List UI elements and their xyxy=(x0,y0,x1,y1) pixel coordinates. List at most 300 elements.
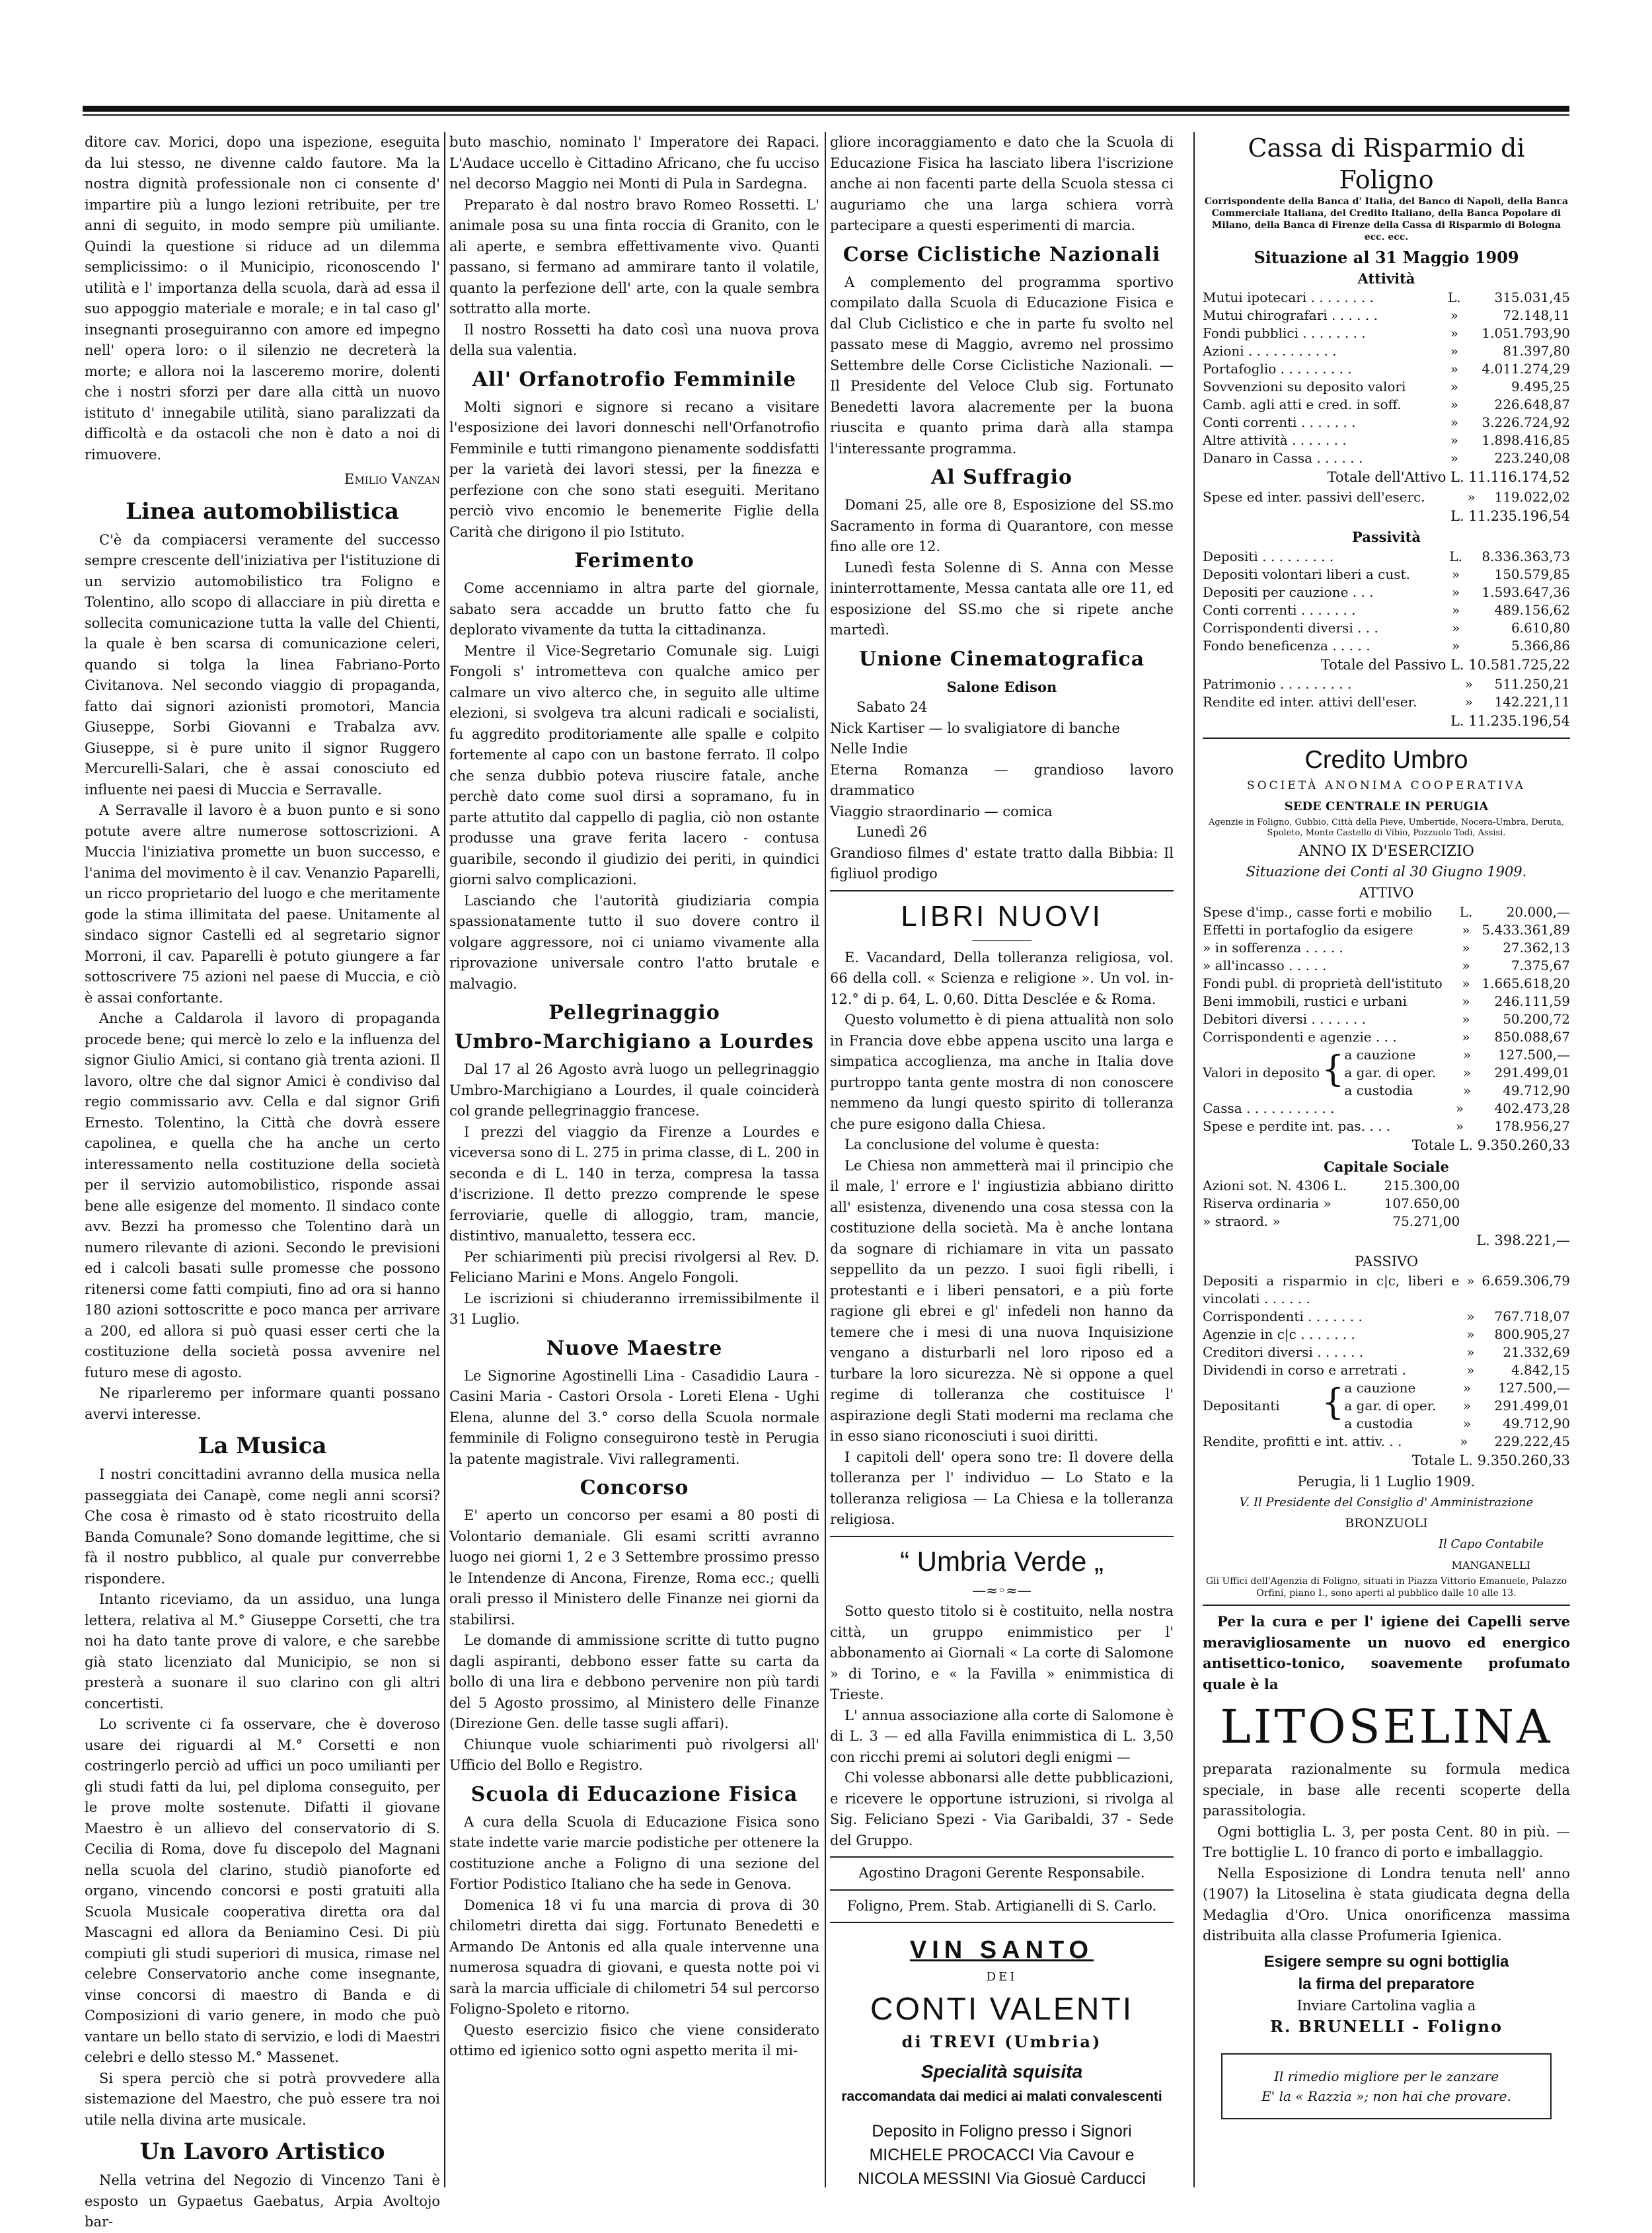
deposito-row-value: 127.500,— xyxy=(1497,1047,1570,1063)
ad-vin-santo xyxy=(830,1928,1174,2191)
lito-brunelli: R. BRUNELLI - Foligno xyxy=(1270,2017,1503,2036)
deposito-row-label: a gar. di oper. xyxy=(1344,1065,1437,1080)
ledger-row xyxy=(1203,378,1570,396)
ledger-label: Debitori diversi . . . . . . . xyxy=(1203,1011,1367,1027)
lito-inviare: Inviare Cartolina vaglia a xyxy=(1296,1997,1476,2014)
ledger-row xyxy=(1203,939,1570,957)
ledger-row xyxy=(1203,921,1570,939)
ledger-row xyxy=(1203,1028,1570,1046)
ledger-cur: L. xyxy=(1449,548,1462,564)
ledger-cur: » xyxy=(1452,601,1460,618)
ledger-label: Spese e perdite int. pas. . . . xyxy=(1203,1118,1391,1134)
ledger-value: 178.956,27 xyxy=(1494,1118,1570,1134)
ledger-cur: » xyxy=(1450,307,1458,323)
credito-attivo: ATTIVO xyxy=(1359,884,1414,901)
credito-capitale-totale: L. 398.221,— xyxy=(1476,1232,1570,1248)
depositanti-label: Depositanti xyxy=(1203,1398,1280,1414)
headline-nuove-maestre: Nuove Maestre xyxy=(546,1336,723,1360)
ledger-label: Corrispondenti . . . . . . . xyxy=(1203,1308,1363,1324)
brace: { xyxy=(1322,1381,1345,1423)
cassa-spese-table xyxy=(1203,488,1570,506)
column-divider xyxy=(444,132,445,2187)
paragraph: Anche a Caldarola il lavoro di propaganda procede bene; qui mercè lo zelo e la influenza del signor Giulio Amici, si contano già trenta azioni. Il lavoro, oltre che dal signor Amici è condiviso dal regio commissario avv. Cella e dal signor Grifi Ernesto. Tolentino, la Città che dovrà essere capolinea, e quella che ha anche un certo interessamento nella costituzione della società per il servizio automobilistico, risponde assai bene alle esigenze del momento. Il sindaco conte avv. Bezzi ha promesso che Tolentino darà un numero rilevante di azioni. Secondo le previsioni ed i calcoli basati sulle promesse che possono ritenersi come fatti compiuti, fino ad ora si hanno 180 azioni sottoscritte e poco manca per arrivare a 200, ed allora si può quasi esser certi che la costituzione della società possa avvenire nel futuro mese di agosto. xyxy=(85,1010,440,1381)
credito-depositanti-table xyxy=(1203,1379,1570,1433)
headline-al-suffragio: Al Suffragio xyxy=(930,466,1073,489)
ledger-label: » all'incasso . . . . . xyxy=(1203,958,1327,973)
masthead-rule xyxy=(83,106,1569,112)
ledger-row xyxy=(1203,342,1570,360)
ledger-label: Beni immobili, rustici e urbani xyxy=(1203,993,1407,1009)
deposito-row-value: 291.499,01 xyxy=(1494,1065,1570,1080)
ledger-row xyxy=(1203,488,1570,506)
section-rule xyxy=(830,890,1174,891)
lito-intro: Per la cura e per l' igiene dei Capelli serve meravigliosamente un nuovo ed energico antisettico-tonico, soavemente profumato quale è la xyxy=(1203,1613,1570,1692)
paragraph: I prezzi del viaggio da Firenze a Lourdes e viceversa sono di L. 275 in prima classe, di L. 200 in seconda e di L. 140 in terza, compresa la tassa d'iscrizione. Il detto prezzo comprende le spese ferroviarie, quelle di alloggio, tram, mancie, distintivo, manualetto, tessera ecc. xyxy=(449,1123,819,1244)
ledger-row xyxy=(1203,993,1570,1010)
ledger-row xyxy=(1203,1344,1570,1361)
headline-ferimento: Ferimento xyxy=(574,549,695,572)
ledger-cur: » xyxy=(1450,450,1458,466)
ledger-cur: » xyxy=(1462,958,1470,973)
ad-specialita: Specialità squisita xyxy=(920,2061,1083,2082)
ledger-label: Camb. agli atti e cred. in soff. xyxy=(1203,397,1402,412)
ledger-row xyxy=(1203,1326,1570,1344)
credito-anno: ANNO IX D'ESERCIZIO xyxy=(1298,843,1474,860)
ledger-value: 142.221,11 xyxy=(1494,694,1570,710)
depositanti-row-value: 127.500,— xyxy=(1497,1380,1570,1396)
cassa-passivo-table xyxy=(1203,548,1570,655)
section-rule xyxy=(830,1536,1174,1537)
depositanti-row-cur: » xyxy=(1462,1416,1472,1431)
ledger-row xyxy=(1203,1117,1570,1135)
headline-umbria-verde: “ Umbria Verde „ xyxy=(899,1545,1104,1577)
ad-procacci: MICHELE PROCACCI Via Cavour e xyxy=(869,2145,1135,2164)
ledger-value: 75.271,00 xyxy=(1392,1213,1460,1229)
ledger-value: 511.250,21 xyxy=(1494,676,1570,692)
cassa-totale-passivo: Totale del Passivo L. 10.581.725,22 xyxy=(1320,656,1570,673)
ledger-cur: L. xyxy=(1459,904,1473,920)
headline-lavoro-artistico: Un Lavoro Artistico xyxy=(139,2138,385,2165)
cassa-attivita: Attività xyxy=(1357,270,1415,287)
ledger-row xyxy=(1203,360,1570,378)
credito-totale-1: Totale L. 9.350.260,33 xyxy=(1411,1137,1570,1153)
ledger-value: 315.031,45 xyxy=(1494,289,1570,305)
credito-capo-contabile: Il Capo Contabile xyxy=(1438,1537,1544,1551)
deposito-label: Valori in deposito xyxy=(1203,1065,1320,1080)
cassa-totale-2: L. 11.235.196,54 xyxy=(1450,713,1570,729)
ledger-cur: » xyxy=(1466,1362,1475,1378)
ledger-cur: » xyxy=(1452,584,1460,600)
cassa-totale-attivo: Totale dell'Attivo L. 11.116.174,52 xyxy=(1327,469,1570,485)
credito-data: Perugia, li 1 Luglio 1909. xyxy=(1297,1473,1476,1490)
paragraph: Ne riparleremo per informare quanti possano avervi interesse. xyxy=(85,1385,440,1422)
paragraph: Le iscrizioni si chiuderanno irremissibilmente il 31 Luglio. xyxy=(449,1290,819,1327)
ledger-row xyxy=(1203,903,1570,921)
credito-deposito-table xyxy=(1203,1046,1570,1100)
paragraph: La conclusione del volume è questa: xyxy=(845,1137,1100,1153)
paragraph: Nella vetrina del Negozio di Vincenzo Tani è esposto un Gypaetus Gaebatus, Arpia Avoltojo bar- xyxy=(85,2172,440,2230)
lito-p3: Nella Esposizione di Londra tenuta nell' anno (1907) la Litoselina è stata giudicata degna della Medaglia d'Oro. Unica onorificenza massima distribuita alla classe Profumeria Igienica. xyxy=(1203,1865,1570,1944)
lito-p2: Ogni bottiglia L. 3, per posta Cent. 80 in più. — Tre bottiglie L. 10 franco di porto e imballaggio. xyxy=(1203,1823,1570,1860)
deposito-row-value: 49.712,90 xyxy=(1503,1082,1570,1098)
ledger-cur: » xyxy=(1450,414,1458,430)
paragraph: Dal 17 al 26 Agosto avrà luogo un pellegrinaggio Umbro-Marchigiano a Lourdes, il quale coinciderà col grande pellegrinaggio francese. xyxy=(449,1061,819,1119)
ledger-value: 800.905,27 xyxy=(1494,1326,1570,1342)
paragraph: Mentre il Vice-Segretario Comunale sig. Luigi Fongoli s' intrometteva con qualche amico per calmare un vivo alterco che, in seguito alle ultime elezioni, si svolgeva tra alcuni radicali e socialisti, fu aggredito proditoriamente alle spalle e colpito fortemente al capo con un bastone ferrato. Il colpo che senza dubbio poteva riuscire fatale, anche perchè dato come suol dirsi a sopramano, fu in parte attutito dal cappello di paglia, ciò non ostante produsse una grave ferita lacero - contusa guaribile, secondo il giudizio dei periti, in quindici giorni salvo complicazioni. xyxy=(449,642,819,888)
deposito-row-label: a cauzione xyxy=(1344,1047,1416,1063)
paragraph: L' annua associazione alla corte di Salomone è di L. 3 — ed alla Favilla enimmistica di L. 3,50 con ricchi premi ai solutori degli enigmi — xyxy=(830,1707,1174,1765)
cassa-subtitle: Corrispondente della Banca d' Italia, del Banco di Napoli, della Banca Commerciale Italiana, del Credito Italiano, della Banca Popolare di Milano, della Banca di Firenze della Cassa di Risparmio di Bologna ecc. ecc. xyxy=(1204,196,1569,243)
rendite-label: Rendite, profitti e int. attiv. . . xyxy=(1203,1433,1402,1449)
paragraph: C'è da compiacersi veramente del successo sempre crescente dell'iniziativa per l'istituzione di un servizio automobilistico tra Foligno e Tolentino, allo scopo di allacciare in più diretta e sollecita comunicazione tutta la valle del Chienti, la quale è ben scarsa di comunicazione celeri, quando si tolga la linea Fabriano-Porto Civitanova. Nel secondo viaggio di propaganda, fatto dai signori azionisti promotori, Mancia Giuseppe, Sorbi Giovanni e Trabalza avv. Giuseppe, si è pure unito il signor Ruggero Mercurelli-Salari, che è assai conosciuto ed influente nei paesi di Muccia e Serravalle. xyxy=(85,531,440,798)
ledger-label: Conti correnti . . . . . . . xyxy=(1203,601,1356,618)
paragraph: A complemento del programma sportivo compilato dalla Scuola di Educazione Fisica e dal Club Ciclistico e che in parte fu svolto nel passato mese di Maggio, avremo nel prossimo Settembre delle Corse Ciclistiche Nazionali. — Il Presidente del Veloce Club sig. Fortunato Benedetti lavora alacremente per la buona riuscita e quanto prima darà alla stampa l'interessante programma. xyxy=(830,274,1174,457)
program-line: Eterna Romanza — grandioso lavoro drammatico xyxy=(830,761,1174,798)
ledger-value: 489.156,62 xyxy=(1494,601,1570,618)
ledger-value: 1.898.416,85 xyxy=(1482,432,1570,448)
headline-la-musica: La Musica xyxy=(198,1433,327,1459)
depositanti-row-label: a cauzione xyxy=(1344,1380,1416,1396)
headline-corse-ciclistiche: Corse Ciclistiche Nazionali xyxy=(843,243,1161,266)
ad-trevi: di TREVI (Umbria) xyxy=(901,2031,1102,2051)
ledger-label: Riserva ordinaria » xyxy=(1203,1195,1332,1211)
ledger-cur: » xyxy=(1450,325,1458,341)
ledger-value: 1.051.793,90 xyxy=(1482,325,1570,341)
ledger-row xyxy=(1203,324,1570,342)
paragraph: Molti signori e signore si recano a visitare l'esposizione dei lavori donneschi nell'Orfanotrofio Femminile e tutti rimangono pienamente soddisfatti per la varietà dei lavori stessi, per la finezza e perfezione con che sono stati eseguiti. Meritano perciò vivo encomio le benemerite Figlie della Carità che dirigono il pio Istituto. xyxy=(449,398,819,540)
tipografia-line: Foligno, Prem. Stab. Artigianelli di S. Carlo. xyxy=(846,1897,1157,1914)
headline-libri-nuovi: LIBRI NUOVI xyxy=(901,899,1103,932)
lito-esigere2: la firma del preparatore xyxy=(1298,1975,1475,1993)
ledger-cur: » xyxy=(1467,488,1476,505)
credito-situazione: Situazione dei Conti al 30 Giugno 1909. xyxy=(1246,864,1527,880)
article-continuation: ditore cav. Morici, dopo una ispezione, eseguita da lui stesso, ne divenne caldo fautore. Ma la nostra dignità professionale non ci consente d' impartire più a lungo lezioni retribuite, per tre anni di seguito, in modo sempre più umiliante. Quindi la questione si riduce ad un dilemma semplicissimo: o il Municipio, riconoscendo l' utilità e l' importanza della scuola, darà ad essa il suo appoggio materiale e morale; e in tal caso gl' insegnanti proseguiranno con amore ed impegno nell' opera loro: o il silenzio ne decreterà la morte; e allora noi la lasceremo morire, dolenti che i nostri sforzi per dare alla città un nuovo istituto d' innegabile utilità, siano paralizzati da difficoltà e da ostacoli che non è dato a noi di rimuovere. xyxy=(85,134,440,463)
ledger-cur: » xyxy=(1466,1326,1475,1342)
section-rule xyxy=(830,1922,1174,1923)
ledger-value: 767.718,07 xyxy=(1494,1308,1570,1324)
cassa-attivo-table xyxy=(1203,289,1570,467)
ornament-rule xyxy=(972,940,1032,941)
ledger-row xyxy=(1203,1308,1570,1326)
credito-passivo-table xyxy=(1203,1272,1570,1379)
paragraph: I nostri concittadini avranno della musica nella passeggiata dei Canapè, come negli anni scorsi? Che cosa è rimasto od è stato ricostruito della Banda Comunale? Sono domande legittime, che si fà il nostro pubblico, al quale pur converrebbe rispondere. xyxy=(85,1466,440,1587)
razzia-line-2: E' la « Razzia »; non hai che provare. xyxy=(1261,2088,1511,2104)
ledger-cur: » xyxy=(1462,940,1470,956)
credito-capitale: Capitale Sociale xyxy=(1324,1158,1449,1175)
ledger-value: 4.842,15 xyxy=(1511,1362,1570,1378)
paragraph: Le Chiesa non ammetterà mai il principio che il male, l' errore e l' ingiustizia abbiano diritto all' esistenza, divenendo una cosa stessa con la costituzione della società. Ma è anche lontana da sognare di richiamare in vita un passato seppellito da un pezzo. I suoi figli ribelli, i protestanti e i liberi pensatori, e a più forte ragione gli ebrei e gl' infedeli non hanno da temere che i mesi di una nuova Inquisizione vengano a disturbarli nel loro riposo ed a turbare la loro sicurezza. Nè si oppone a quel regime di tolleranza che costituisce l' aspirazione degli Stati moderni ma reclama che in esso siano riconosciuti i suoi diritti. xyxy=(830,1157,1174,1444)
ledger-label: Cassa . . . . . . . . . . . xyxy=(1203,1100,1335,1116)
paragraph: Chiunque vuole schiarimenti può rivolgersi all' Ufficio del Bollo e Registro. xyxy=(449,1736,819,1773)
cassa-risparmio-statement xyxy=(1203,132,1570,732)
rendite-value: 229.222,45 xyxy=(1494,1433,1570,1449)
article-continuation: buto maschio, nominato l' Imperatore dei Rapaci. L'Audace uccello è Cittadino Africano, che fu ucciso nel decorso Maggio nei Monti di Pula in Sardegna. xyxy=(449,134,819,192)
ledger-label: Conti correnti . . . . . . . xyxy=(1203,414,1356,430)
ledger-label: Agenzie in c|c . . . . . . . xyxy=(1203,1326,1355,1342)
lito-esigere1: Esigere sempre su ogni bottiglia xyxy=(1263,1952,1509,1971)
ledger-value: 27.362,13 xyxy=(1503,940,1570,956)
column-4 xyxy=(1203,132,1570,2194)
credito-sede: SEDE CENTRALE IN PERUGIA xyxy=(1284,800,1489,814)
column-divider xyxy=(825,132,826,2187)
headline-linea-automobilistica: Linea automobilistica xyxy=(126,498,399,525)
ledger-value: 20.000,— xyxy=(1506,904,1570,920)
ledger-label: Azioni sot. N. 4306 L. xyxy=(1203,1178,1347,1193)
ledger-cur: » xyxy=(1466,1273,1475,1289)
ledger-cur: » xyxy=(1462,1011,1470,1027)
ledger-label: Creditori diversi . . . . . . xyxy=(1203,1344,1364,1360)
subhead-salone-edison: Salone Edison xyxy=(946,678,1057,695)
paragraph: Domani 25, alle ore 8, Esposizione del SS.mo Sacramento in forma di Quarantore, con messe fino alle ore 12. xyxy=(830,497,1174,554)
ledger-row xyxy=(1203,1100,1570,1117)
credito-attivo-table xyxy=(1203,903,1570,1046)
ledger-label: » in sofferenza . . . . . xyxy=(1203,940,1343,956)
ledger-row xyxy=(1203,675,1570,693)
ledger-value: 226.648,87 xyxy=(1494,397,1570,412)
credito-presidente: V. Il Presidente del Consiglio d' Amministrazione xyxy=(1239,1495,1534,1509)
ad-conti-valenti: CONTI VALENTI xyxy=(870,1991,1134,2027)
paragraph: Questo esercizio fisico che viene considerato ottimo ed igienico sotto ogni aspetto merita il mi- xyxy=(449,2022,819,2059)
program-line: Viaggio straordinario — comica xyxy=(830,803,1053,819)
credito-bronzuoli: BRONZUOLI xyxy=(1345,1515,1428,1531)
ledger-value: 3.226.724,92 xyxy=(1482,414,1570,430)
ledger-cur: » xyxy=(1466,1344,1475,1360)
program-line: Nick Kartiser — lo svaligiatore di banche xyxy=(830,720,1120,736)
column-1 xyxy=(85,132,440,2230)
ledger-value: 5.433.361,89 xyxy=(1482,922,1570,938)
ledger-value: 150.579,85 xyxy=(1494,566,1570,582)
ledger-row xyxy=(1203,1361,1570,1379)
ledger-cur: » xyxy=(1452,566,1460,582)
credito-totale-2: Totale L. 9.350.260,33 xyxy=(1411,1453,1570,1468)
ledger-cur: » xyxy=(1462,993,1470,1009)
paragraph: Chi volesse abbonarsi alle dette pubblicazioni, e ricevere le opportune istruzioni, si rivolga al Sig. Feliciano Spezi - Via Garibaldi, 37 - Sede del Gruppo. xyxy=(830,1770,1174,1848)
ledger-label: Fondi publ. di proprietà dell'istituto xyxy=(1203,975,1443,991)
ledger-label: Corrispondenti e agenzie . . . xyxy=(1203,1029,1397,1045)
ad-razzia-box xyxy=(1221,2053,1552,2119)
credito-manganelli: MANGANELLI xyxy=(1451,1558,1530,1571)
ledger-label: Patrimonio . . . . . . . . . xyxy=(1203,676,1352,692)
ledger-value: 6.659.306,79 xyxy=(1482,1273,1570,1289)
credito-capitale-table xyxy=(1203,1177,1460,1230)
paragraph: Sotto questo titolo si è costituito, nella nostra città, un gruppo enimmistico per l' abbonamento ai Giornali « La corte di Salomone » di Torino, e « la Favilla » enimmistica di Trieste. xyxy=(830,1603,1174,1702)
credito-agenzie: Agenzie in Foligno, Gubbio, Città della Pieve, Umbertide, Nocera-Umbra, Deruta, Spoleto, Monte Castello di Vibio, Pozzuolo Todi, Assisi. xyxy=(1208,817,1565,838)
ledger-row xyxy=(1203,289,1570,307)
ledger-label: Rendite ed inter. attivi dell'eser. xyxy=(1203,694,1417,710)
depositanti-row-cur: » xyxy=(1462,1380,1472,1396)
deposito-row-cur: » xyxy=(1462,1047,1472,1063)
ledger-label: Depositi a risparmio in c|c, liberi e vincolati . . . . . . xyxy=(1203,1273,1460,1306)
ledger-label: Spese d'imp., casse forti e mobilio xyxy=(1203,904,1433,920)
article-signature: Emilio Vanzan xyxy=(344,471,440,487)
ledger-cur: » xyxy=(1450,361,1458,377)
razzia-line-1: Il rimedio migliore per le zanzare xyxy=(1273,2068,1499,2084)
ledger-label: Fondo beneficenza . . . . . xyxy=(1203,637,1370,654)
ledger-label: Dividendi in corso e arretrati . xyxy=(1203,1362,1407,1378)
ledger-value: 6.610,80 xyxy=(1511,619,1570,636)
paragraph: Intanto riceviamo, da un assiduo, una lunga lettera, relativa al M.° Giuseppe Corsetti, che tra noi ha dato tante prove di valore, e che sarebbe già stato licenziato dal Municipio, se non si presterà a suonare il suo clarino con gli altri concertisti. xyxy=(85,1591,440,1712)
ad-messini: NICOLA MESSINI Via Giosuè Carducci xyxy=(858,2169,1146,2188)
headline-scuola-educazione-fisica: Scuola di Educazione Fisica xyxy=(470,1782,798,1806)
ledger-label: Azioni . . . . . . . . . . . xyxy=(1203,343,1337,359)
rendite-cur: » xyxy=(1460,1433,1468,1449)
cassa-situazione: Situazione al 31 Maggio 1909 xyxy=(1254,248,1519,267)
ledger-row xyxy=(1203,619,1570,637)
ledger-value: 21.332,69 xyxy=(1503,1344,1570,1360)
deposito-row-cur: » xyxy=(1462,1065,1472,1080)
ledger-value: 8.336.363,73 xyxy=(1482,548,1570,564)
ledger-row xyxy=(1203,1195,1460,1213)
headline-pellegrinaggio-sub: Umbro-Marchigiano a Lourdes xyxy=(455,1030,814,1053)
ledger-label: Danaro in Cassa . . . . . . xyxy=(1203,450,1363,466)
ledger-label: Mutui ipotecari . . . . . . . . xyxy=(1203,289,1374,305)
ledger-row xyxy=(1203,957,1570,975)
ledger-label: Portafoglio . . . . . . . . . xyxy=(1203,361,1352,377)
paragraph: Il nostro Rossetti ha dato così una nuova prova della sua valentia. xyxy=(449,321,819,358)
column-2 xyxy=(449,132,819,2194)
ledger-value: 7.375,67 xyxy=(1511,958,1570,973)
ledger-label: Sovvenzioni su deposito valori xyxy=(1203,379,1406,395)
ledger-label: Depositi per cauzione . . . xyxy=(1203,584,1374,600)
ledger-row xyxy=(1203,1010,1570,1028)
ledger-value: 246.111,59 xyxy=(1494,993,1570,1009)
ledger-row xyxy=(1203,975,1570,993)
ledger-row xyxy=(1203,414,1570,432)
depositanti-row-value: 291.499,01 xyxy=(1494,1398,1570,1414)
ledger-row xyxy=(1203,307,1570,324)
ledger-value: 81.397,80 xyxy=(1503,343,1570,359)
ledger-value: 850.088,67 xyxy=(1494,1029,1570,1045)
ad-deposito: Deposito in Foligno presso i Signori xyxy=(872,2121,1132,2140)
ledger-value: 223.240,08 xyxy=(1494,450,1570,466)
ledger-cur: » xyxy=(1466,1308,1475,1324)
headline-orfanotrofio: All' Orfanotrofio Femminile xyxy=(472,367,797,391)
paragraph: Come accenniamo in altra parte del giornale, sabato sera accadde un brutto fatto che fu deplorato vivamente da tutta la cittadinanza. xyxy=(449,580,819,638)
cassa-passivita: Passività xyxy=(1352,529,1421,545)
ledger-cur: » xyxy=(1450,379,1458,395)
ledger-cur: » xyxy=(1464,694,1473,710)
cassa-totale-1: L. 11.235.196,54 xyxy=(1450,508,1570,524)
ad-dei: DEI xyxy=(986,1970,1018,1984)
ledger-label: Corrispondenti diversi . . . xyxy=(1203,619,1378,636)
program-line: Sabato 24 xyxy=(856,699,928,715)
ad-litoselina xyxy=(1203,1611,1570,2119)
credito-title: Credito Umbro xyxy=(1304,745,1468,774)
gerente-line: Agostino Dragoni Gerente Responsabile. xyxy=(858,1865,1145,1881)
paragraph: E. Vacandard, Della tolleranza religiosa, vol. 66 della coll. « Scienza e religione ». Un vol. in-12.° di p. 64, L. 0,60. Ditta Desclée e & Roma. xyxy=(830,949,1174,1007)
paragraph: A cura della Scuola di Educazione Fisica sono state indette varie marcie podistiche per ottenere la costituzione anche a Foligno di una sezione del Fortior Podistico Italiano che ha sede in Genova. xyxy=(449,1813,819,1892)
paragraph: E' aperto un concorso per esami a 80 posti di Volontario demaniale. Gli esami scritti avranno luogo nei giorni 1, 2 e 3 Settembre prossimo presso le Intendenze di Ancona, Firenze, Roma ecc.; quelli orali presso il Ministero delle Finanze nei giorni da stabilirsi. xyxy=(449,1507,819,1628)
ledger-row xyxy=(1203,1272,1570,1308)
depositanti-row-value: 49.712,90 xyxy=(1503,1416,1570,1431)
ledger-row xyxy=(1203,637,1570,655)
masthead-rule-thin xyxy=(83,114,1569,116)
ledger-row xyxy=(1203,1213,1460,1230)
program-line: Grandioso filmes d' estate tratto dalla Bibbia: Il figliuol prodigo xyxy=(830,845,1174,882)
headline-concorso: Concorso xyxy=(580,1476,689,1499)
ledger-value: 1.665.618,20 xyxy=(1482,975,1570,991)
ledger-value: 4.011.274,29 xyxy=(1482,361,1570,377)
depositanti-row-label: a gar. di oper. xyxy=(1344,1398,1437,1414)
ad-vin-santo-title: VIN SANTO xyxy=(909,1936,1094,1964)
ledger-row xyxy=(1203,432,1570,449)
ledger-label: Depositi . . . . . . . . . xyxy=(1203,548,1334,564)
ledger-value: 1.593.647,36 xyxy=(1482,584,1570,600)
paragraph: Lasciando che l'autorità giudiziaria compia spassionatamente tutto il suo dovere contro il volgare aggressore, noi ci uniamo vivamente alla riprovazione universale contro l'atto brutale e malvagio. xyxy=(449,892,819,992)
credito-passivo: PASSIVO xyxy=(1354,1253,1419,1269)
paragraph: I capitoli dell' opera sono tre: Il dovere della tolleranza per l' individuo — Lo Stato e la tolleranza religiosa — La Chiesa e la tolleranza religiosa. xyxy=(830,1449,1174,1527)
ledger-cur: » xyxy=(1450,397,1458,412)
brace: { xyxy=(1322,1048,1345,1090)
credito-cassa-table xyxy=(1203,1100,1570,1135)
ledger-label: Effetti in portafoglio da esigere xyxy=(1203,922,1413,938)
ledger-row xyxy=(1203,396,1570,414)
ledger-label: Altre attività . . . . . . . xyxy=(1203,432,1347,448)
ledger-value: 215.300,00 xyxy=(1384,1178,1460,1193)
ledger-label: Spese ed inter. passivi dell'eserc. xyxy=(1203,488,1425,505)
ledger-label: Depositi volontari liberi a cust. xyxy=(1203,566,1410,582)
column-3 xyxy=(830,132,1174,2194)
ledger-value: 72.148,11 xyxy=(1503,307,1570,323)
ledger-cur: » xyxy=(1452,637,1460,654)
ledger-value: 402.473,28 xyxy=(1494,1100,1570,1116)
depositanti-row-cur: » xyxy=(1462,1398,1472,1414)
paragraph: Preparato è dal nostro bravo Romeo Rossetti. L' animale posa su una finta roccia di Granito, con le ali aperte, e sembra effettivamente vivo. Quanti passano, si fermano ad ammirare tanto il volatile, quanto la perfezione dell' arte, con la quale sembra sottratto alla morte. xyxy=(449,196,819,317)
paragraph: Per schiarimenti più precisi rivolgersi al Rev. D. Feliciano Marini e Mons. Angelo Fongoli. xyxy=(449,1248,819,1285)
paragraph: Si spera perciò che si potrà provvedere alla sistemazione del Maestro, che può essere tra noi utile nella divina arte musicale. xyxy=(85,2070,440,2128)
paragraph: Le Signorine Agostinelli Lina - Casadidio Laura - Casini Maria - Castori Orsola - Loreti Elena - Ughi Elena, alunne del 3.° corso della Scuola normale femminile di Foligno conseguirono testè in Perugia la patente magistrale. Vivi rallegramenti. xyxy=(449,1367,819,1467)
ledger-cur: » xyxy=(1450,432,1458,448)
ledger-cur: » xyxy=(1462,922,1470,938)
ledger-value: 9.495,25 xyxy=(1511,379,1570,395)
ledger-row xyxy=(1203,449,1570,467)
column-divider xyxy=(1193,132,1195,2187)
section-rule xyxy=(830,1856,1174,1858)
ornament: —≈◦≈— xyxy=(972,1582,1032,1599)
ledger-label: Fondi pubblici . . . . . . . . xyxy=(1203,325,1366,341)
ledger-cur: » xyxy=(1455,1118,1464,1134)
ledger-cur: » xyxy=(1462,1029,1470,1045)
ledger-cur: » xyxy=(1452,619,1460,636)
lito-title: LITOSELINA xyxy=(1220,1700,1553,1754)
ledger-cur: » xyxy=(1464,676,1473,692)
ledger-row xyxy=(1203,584,1570,601)
section-rule xyxy=(1203,1605,1570,1606)
credito-societa: SOCIETÀ ANONIMA COOPERATIVA xyxy=(1247,778,1526,792)
ledger-cur: » xyxy=(1462,975,1470,991)
ledger-row xyxy=(1203,566,1570,584)
cassa-patrimonio-table xyxy=(1203,675,1570,711)
ledger-cur: L. xyxy=(1448,289,1461,305)
ledger-value: 50.200,72 xyxy=(1503,1011,1570,1027)
credito-uffici: Gli Uffici dell'Agenzia di Foligno, situati in Piazza Vittorio Emanuele, Palazzo Orfini, piano I., sono aperti al pubblico dalle 10 alle 13. xyxy=(1205,1576,1567,1599)
ledger-cur: » xyxy=(1455,1100,1464,1116)
ledger-value: 5.366,86 xyxy=(1511,637,1570,654)
paragraph: Questo volumetto è di piena attualità non solo in Francia dove ebbe appena uscito una larga e simpatica accoglienza, ma anche in Italia dove purtroppo tanta gente mostra di non conoscere nemmeno da lungi questo spirito di tolleranza che pure esigono dalla Chiesa. xyxy=(830,1012,1174,1132)
section-rule xyxy=(1203,738,1570,739)
lito-p1: preparata razionalmente su formula medica speciale, in base alle recenti scoperte della parassitologia. xyxy=(1203,1761,1570,1819)
section-rule xyxy=(830,1889,1174,1891)
ledger-label: » straord. » xyxy=(1203,1213,1281,1229)
paragraph: Lo scrivente ci fa osservare, che è doveroso usare dei riguardi al M.° Corsetti e non costringerlo perciò ad uffici un poco umilianti per gli studi fatti da lui, pel diploma conseguito, per le prove molte sostenute. Difatti il giovane Maestro è un allievo del conservatorio di S. Cecilia di Roma, dove fu discepolo del Magnani nella scuola del clarino, studiò pianoforte ed organo, vincendo concorsi e posti gratuiti alla Scuola Musicale cooperativa diretta ora dal Mascagni ed allora da Beniamino Cesi. Di più compiuti gli studi superiori di musica, rimase nel celebre Conservatorio anche come insegnante, vinse concorsi di maestro di Banda e di Composizioni di vario genere, in modo che può vantare un bello stato di servizio, e lodi di Maestri celebri e dello stesso M.° Massenet. xyxy=(85,1716,440,2065)
paragraph: Domenica 18 vi fu una marcia di prova di 30 chilometri diretta dai sigg. Fortunato Benedetti e Armando De Antonis ed alla quale intervenne una numerosa squadra di giovani, e questa notte poi vi sarà la marcia ufficiale di chilometri 54 sul percorso Foligno-Spoleto e ritorno. xyxy=(449,1897,819,2017)
ledger-row xyxy=(1203,601,1570,619)
ledger-value: 119.022,02 xyxy=(1494,488,1570,505)
program-line: Nelle Indie xyxy=(830,741,908,757)
depositanti-row-label: a custodia xyxy=(1344,1416,1413,1431)
ledger-row xyxy=(1203,548,1570,566)
ledger-label: Mutui chirografari . . . . . . xyxy=(1203,307,1378,323)
